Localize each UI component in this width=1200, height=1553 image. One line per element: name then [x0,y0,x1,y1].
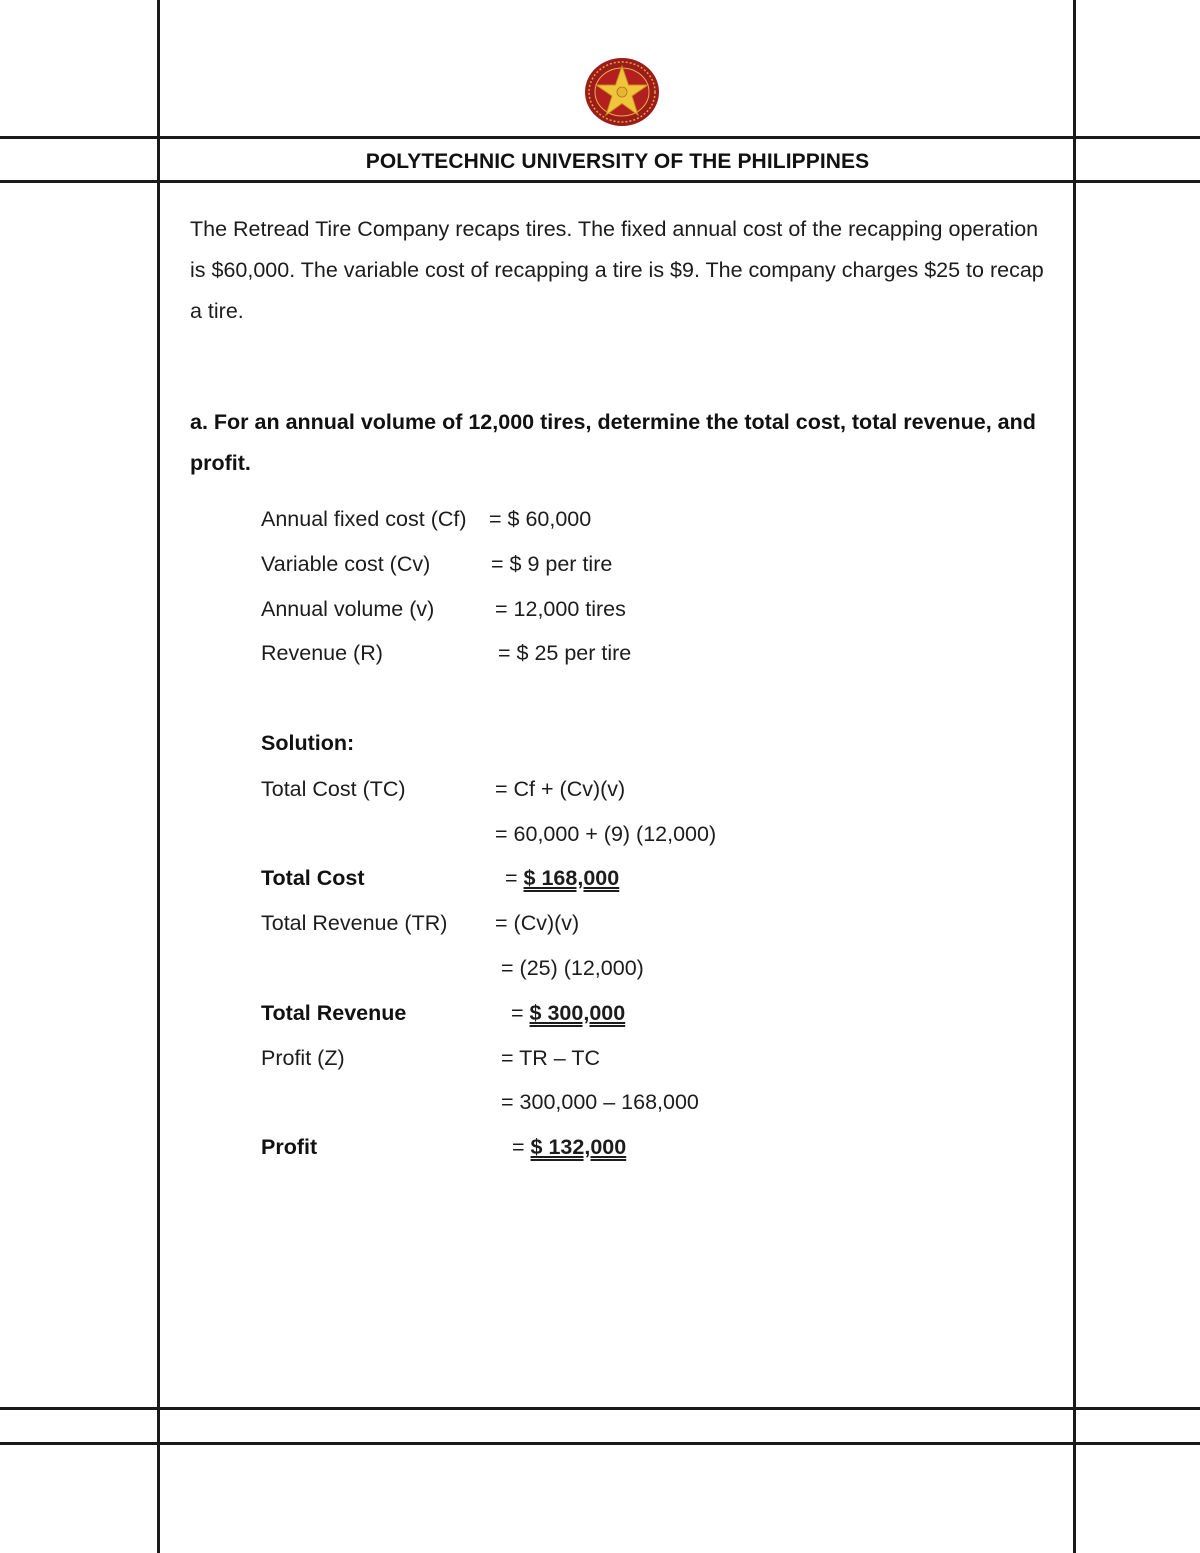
footer-bottom-line [0,1442,1200,1445]
given-annual-volume [261,596,626,622]
profit-result-row [261,1134,627,1160]
total-cost-result-label: Total Cost [261,866,365,890]
equals-sign: = [512,1135,525,1159]
given-fixed-cost [261,506,592,532]
total-cost-substitution: = 60,000 + (9) (12,000) [495,822,717,846]
total-cost-result-row [261,865,620,891]
profit-formula-row [261,1045,600,1071]
problem-statement: The Retread Tire Company recaps tires. The fixed annual cost of the recapping operation is $60,000. The variable cost of recapping a tire is $9. The company charges $25 to recap a tire. [190,217,1044,323]
total-cost-formula-row [261,776,626,802]
header-top-line [0,136,1200,139]
equals-sign: = [511,1001,524,1025]
pup-seal-icon [583,56,661,128]
given-value: = $ 25 per tire [498,641,632,665]
total-cost-result [505,865,619,891]
profit-formula: = TR – TC [501,1046,600,1070]
given-label: Revenue (R) [261,641,383,665]
given-label: Annual fixed cost (Cf) [261,507,467,531]
question-a: a. For an annual volume of 12,000 tires, determine the total cost, total revenue, and profit. [190,410,1036,475]
university-title: POLYTECHNIC UNIVERSITY OF THE PHILIPPINES [365,150,870,173]
profit-answer: $ 132,000 [530,1135,627,1159]
total-revenue-answer: $ 300,000 [529,1001,626,1025]
profit-substitution: = 300,000 – 168,000 [501,1090,699,1114]
header-bottom-line [0,180,1200,183]
given-value: = $ 60,000 [489,507,592,531]
total-revenue-substitution: = (25) (12,000) [501,956,644,980]
total-cost-label: Total Cost (TC) [261,777,406,801]
given-value: = 12,000 tires [495,597,626,621]
profit-result [512,1134,626,1160]
total-revenue-formula: = (Cv)(v) [495,911,580,935]
given-variable-cost [261,551,613,577]
footer-top-line [0,1407,1200,1410]
right-margin-line [1073,0,1076,1553]
total-cost-answer: $ 168,000 [523,866,620,890]
solution-heading: Solution: [261,731,355,755]
total-cost-formula: = Cf + (Cv)(v) [495,777,626,801]
total-revenue-label: Total Revenue (TR) [261,911,448,935]
equals-sign: = [505,866,518,890]
total-revenue-result-label: Total Revenue [261,1001,407,1025]
left-margin-line [157,0,160,1553]
given-value: = $ 9 per tire [491,552,613,576]
given-label: Annual volume (v) [261,597,435,621]
profit-label: Profit (Z) [261,1046,345,1070]
given-revenue [261,640,632,666]
total-revenue-result-row [261,1000,626,1026]
total-revenue-formula-row [261,910,580,936]
total-revenue-result [511,1000,625,1026]
given-label: Variable cost (Cv) [261,552,431,576]
profit-result-label: Profit [261,1135,318,1159]
